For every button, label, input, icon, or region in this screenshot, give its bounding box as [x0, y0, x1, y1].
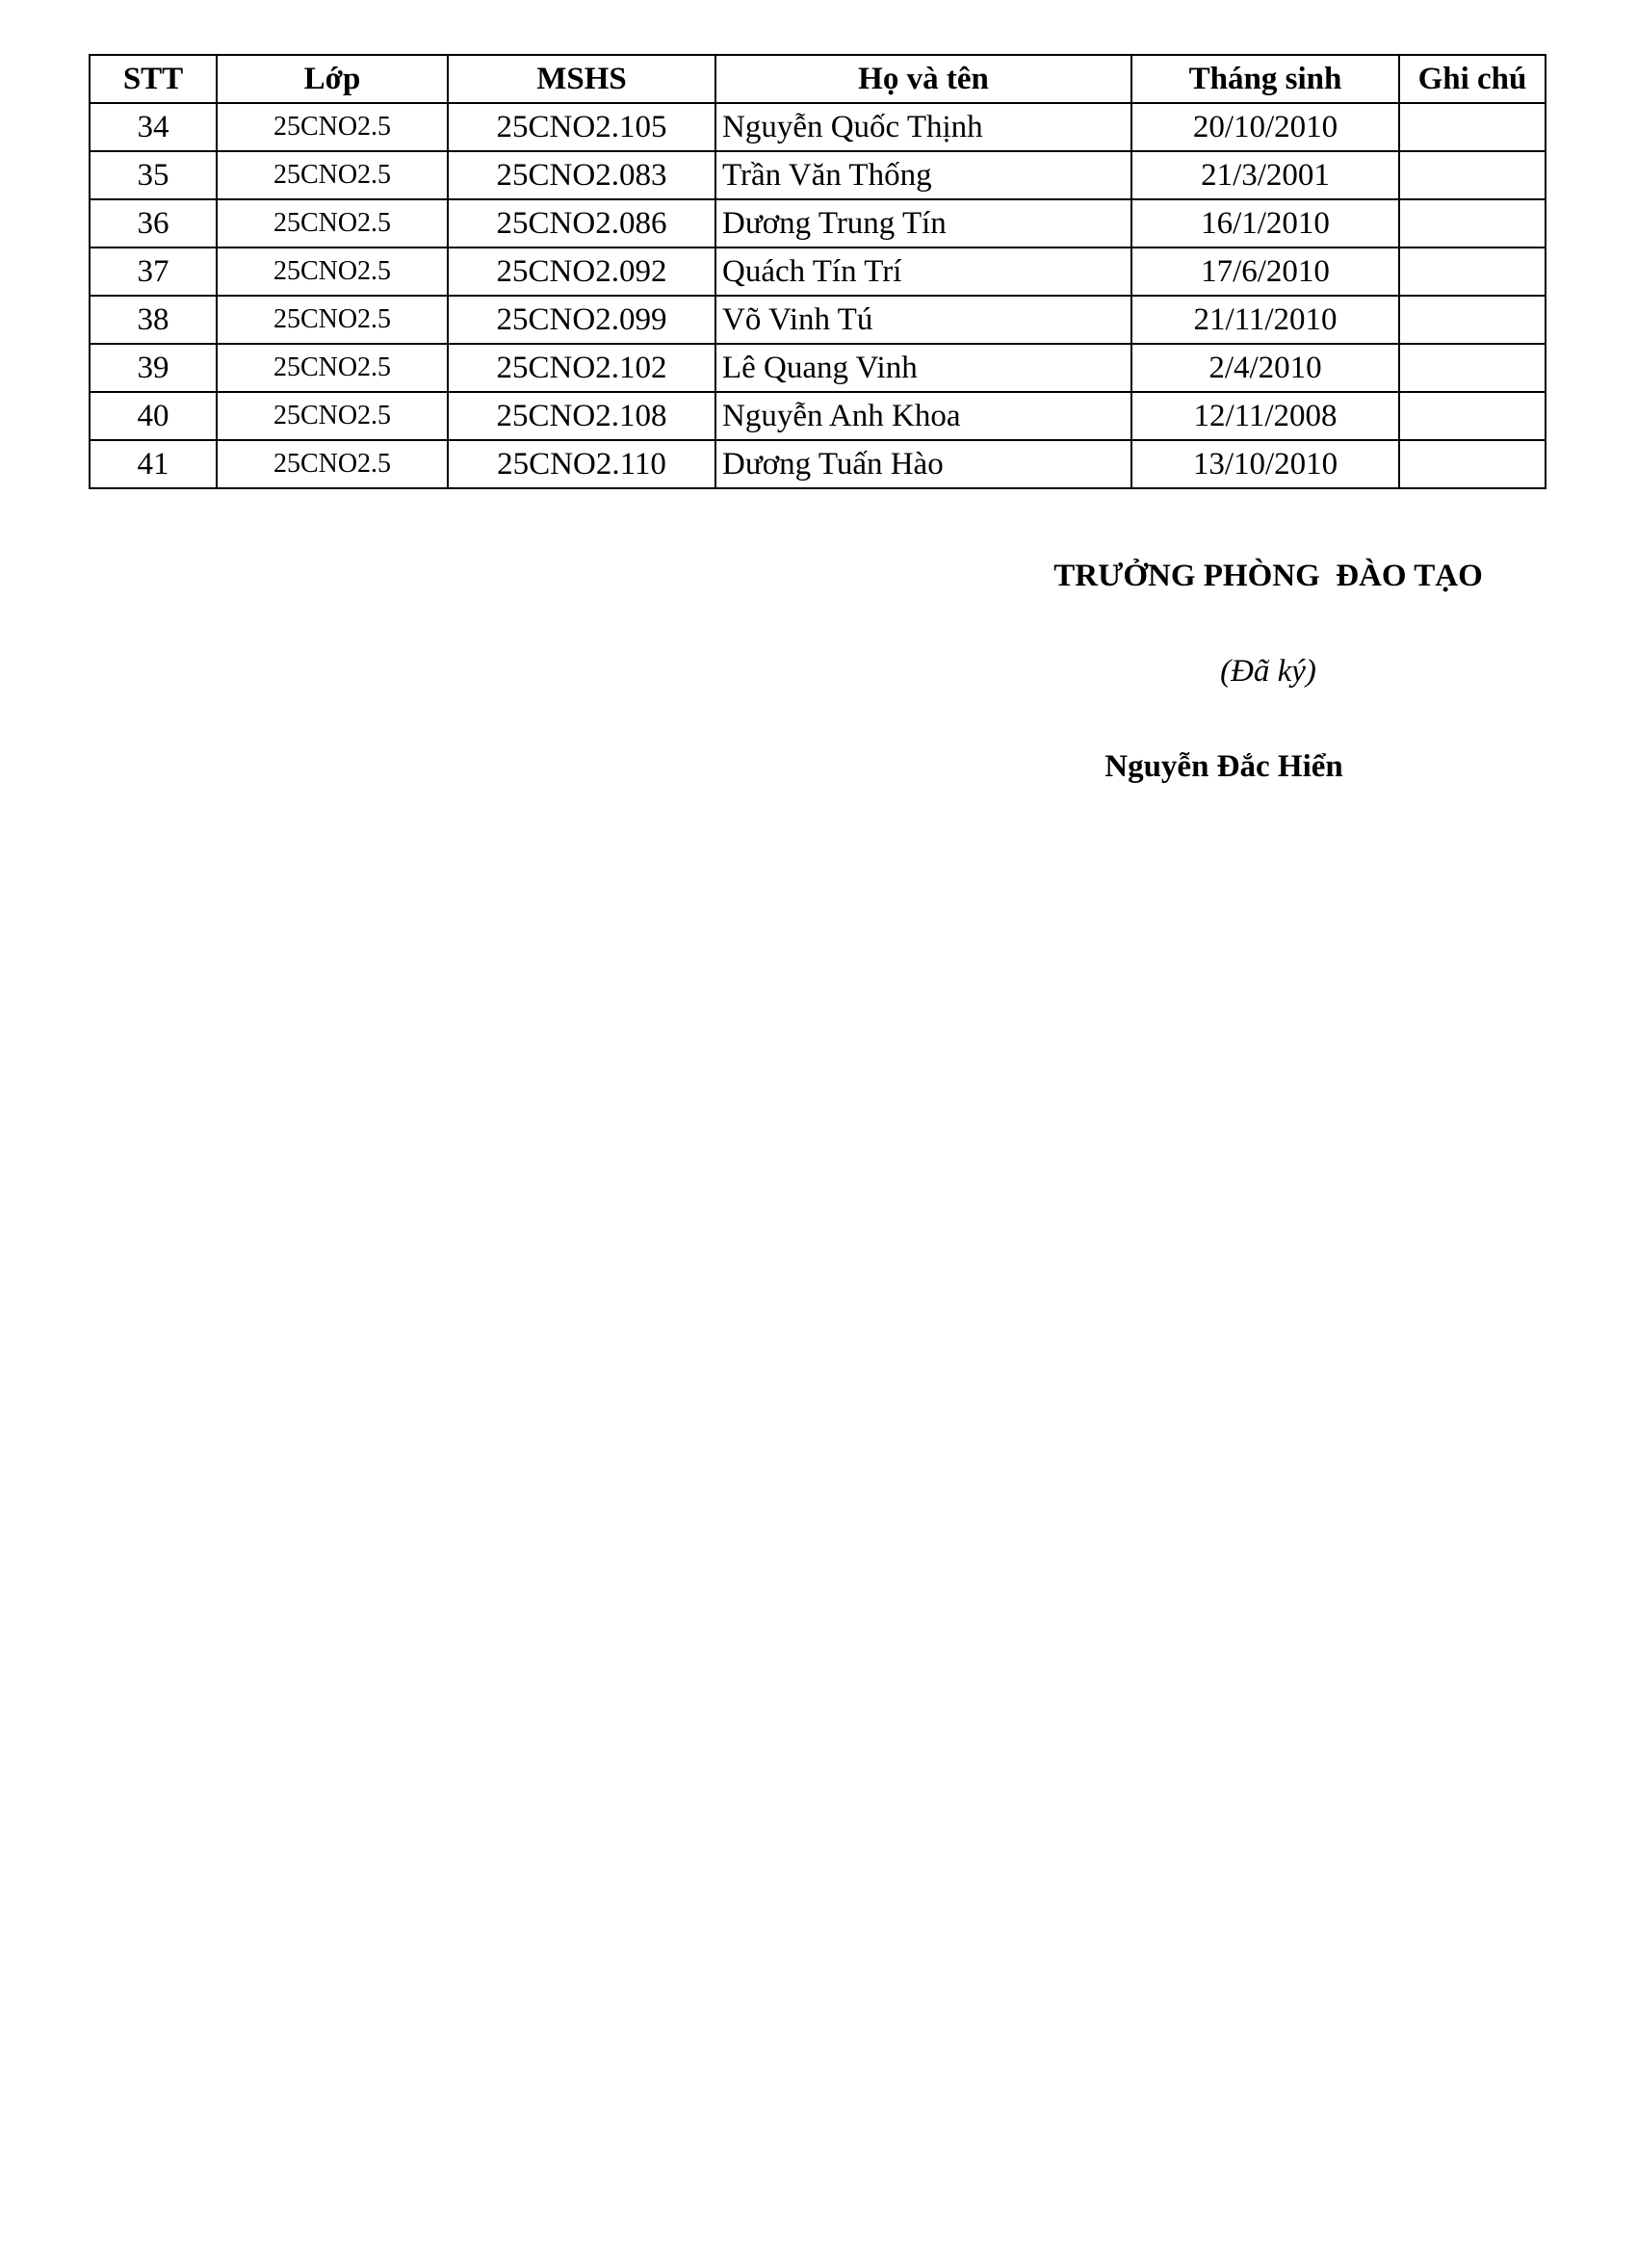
cell-note — [1399, 103, 1546, 151]
signature-title: TRƯỞNG PHÒNG ĐÀO TẠO — [1053, 559, 1483, 593]
cell-stt: 41 — [90, 440, 217, 488]
cell-note — [1399, 344, 1546, 392]
cell-stt: 40 — [90, 392, 217, 440]
cell-note — [1399, 199, 1546, 248]
cell-mshs: 25CNO2.105 — [448, 103, 715, 151]
cell-stt: 38 — [90, 296, 217, 344]
cell-note — [1399, 296, 1546, 344]
cell-mshs: 25CNO2.102 — [448, 344, 715, 392]
cell-stt: 37 — [90, 248, 217, 296]
cell-lop: 25CNO2.5 — [217, 296, 448, 344]
cell-note — [1399, 151, 1546, 199]
cell-lop: 25CNO2.5 — [217, 392, 448, 440]
signatory-name: Nguyễn Đắc Hiển — [1104, 749, 1343, 784]
table-header-row — [90, 55, 1546, 103]
cell-dob: 20/10/2010 — [1131, 103, 1399, 151]
cell-mshs: 25CNO2.110 — [448, 440, 715, 488]
cell-dob: 17/6/2010 — [1131, 248, 1399, 296]
cell-stt: 35 — [90, 151, 217, 199]
cell-mshs: 25CNO2.086 — [448, 199, 715, 248]
cell-name: Dương Tuấn Hào — [715, 440, 1131, 488]
header-lop: Lớp — [217, 55, 448, 103]
cell-note — [1399, 440, 1546, 488]
cell-stt: 34 — [90, 103, 217, 151]
header-mshs: MSHS — [448, 55, 715, 103]
cell-lop: 25CNO2.5 — [217, 344, 448, 392]
cell-dob: 16/1/2010 — [1131, 199, 1399, 248]
header-stt: STT — [90, 55, 217, 103]
table-row — [90, 392, 1546, 440]
cell-name: Trần Văn Thống — [715, 151, 1131, 199]
cell-name: Nguyễn Anh Khoa — [715, 392, 1131, 440]
cell-mshs: 25CNO2.099 — [448, 296, 715, 344]
cell-lop: 25CNO2.5 — [217, 440, 448, 488]
table-row — [90, 248, 1546, 296]
cell-name: Nguyễn Quốc Thịnh — [715, 103, 1131, 151]
cell-mshs: 25CNO2.092 — [448, 248, 715, 296]
cell-dob: 12/11/2008 — [1131, 392, 1399, 440]
cell-dob: 13/10/2010 — [1131, 440, 1399, 488]
header-ghi-chu: Ghi chú — [1399, 55, 1546, 103]
table-row — [90, 440, 1546, 488]
cell-name: Dương Trung Tín — [715, 199, 1131, 248]
table-row — [90, 344, 1546, 392]
cell-note — [1399, 392, 1546, 440]
table-row — [90, 103, 1546, 151]
signature-note: (Đã ký) — [1220, 654, 1316, 689]
cell-dob: 21/11/2010 — [1131, 296, 1399, 344]
header-ho-va-ten: Họ và tên — [715, 55, 1131, 103]
cell-name: Võ Vinh Tú — [715, 296, 1131, 344]
cell-note — [1399, 248, 1546, 296]
table-row — [90, 199, 1546, 248]
cell-stt: 36 — [90, 199, 217, 248]
table-row — [90, 151, 1546, 199]
cell-dob: 2/4/2010 — [1131, 344, 1399, 392]
cell-lop: 25CNO2.5 — [217, 151, 448, 199]
cell-stt: 39 — [90, 344, 217, 392]
signature-block — [984, 559, 1552, 785]
cell-lop: 25CNO2.5 — [217, 248, 448, 296]
cell-mshs: 25CNO2.083 — [448, 151, 715, 199]
cell-name: Lê Quang Vinh — [715, 344, 1131, 392]
header-thang-sinh: Tháng sinh — [1131, 55, 1399, 103]
student-table — [89, 54, 1546, 489]
table-row — [90, 296, 1546, 344]
table-body — [90, 103, 1546, 488]
cell-lop: 25CNO2.5 — [217, 199, 448, 248]
cell-dob: 21/3/2001 — [1131, 151, 1399, 199]
cell-name: Quách Tín Trí — [715, 248, 1131, 296]
cell-lop: 25CNO2.5 — [217, 103, 448, 151]
cell-mshs: 25CNO2.108 — [448, 392, 715, 440]
